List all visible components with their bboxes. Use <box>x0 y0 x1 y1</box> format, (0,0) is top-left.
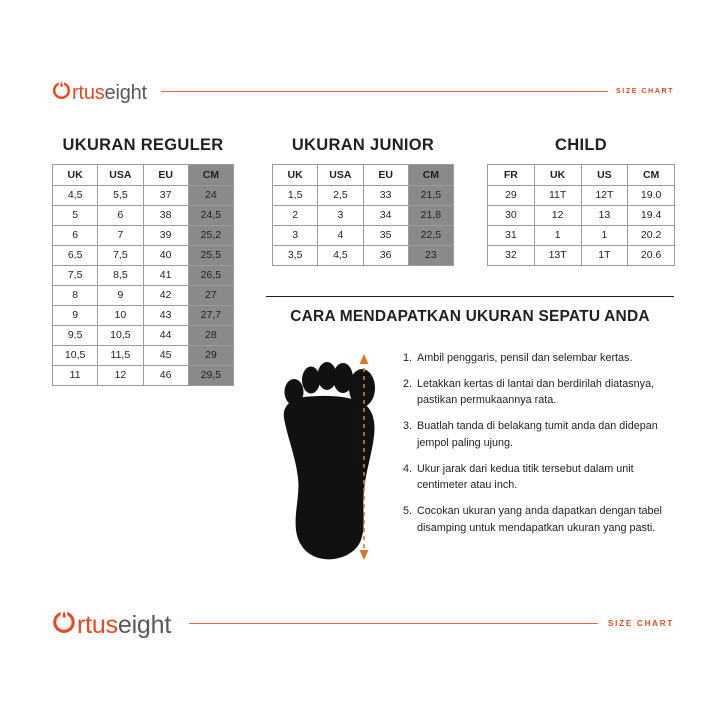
cell: 7,5 <box>53 266 98 286</box>
cell: 23 <box>408 246 453 266</box>
reguler-title: UKURAN REGULER <box>62 136 224 154</box>
cell: 8 <box>53 286 98 306</box>
list-item <box>396 350 674 367</box>
brand-name-primary: rtus <box>77 610 118 639</box>
col-header: UK <box>53 165 98 186</box>
cell: 7,5 <box>98 246 143 266</box>
cell: 44 <box>143 326 188 346</box>
cell: 9 <box>53 306 98 326</box>
table-row <box>273 226 454 246</box>
cell: 3,5 <box>273 246 318 266</box>
howto-section <box>266 296 674 570</box>
cell: 12 <box>534 206 581 226</box>
cell: 21,8 <box>408 206 453 226</box>
logo-flame-icon <box>52 80 71 99</box>
cell: 8,5 <box>98 266 143 286</box>
table-row <box>273 186 454 206</box>
footer-brand-logo <box>52 609 171 638</box>
cell: 1,5 <box>273 186 318 206</box>
cell: 4,5 <box>53 186 98 206</box>
table-row <box>53 206 234 226</box>
brand-name-primary: rtus <box>72 81 105 104</box>
list-item <box>396 376 674 409</box>
howto-steps-list <box>384 340 674 570</box>
table-row <box>53 346 234 366</box>
table-row <box>273 206 454 226</box>
cell: 30 <box>488 206 535 226</box>
step-number: 2. <box>402 377 412 390</box>
col-header: CM <box>408 165 453 186</box>
col-header: CM <box>628 165 675 186</box>
cell: 19.4 <box>628 206 675 226</box>
cell: 5 <box>53 206 98 226</box>
cell: 27,7 <box>188 306 233 326</box>
table-row <box>53 186 234 206</box>
table-row <box>488 246 675 266</box>
cell: 2 <box>273 206 318 226</box>
cell: 24,5 <box>188 206 233 226</box>
cell: 6 <box>53 226 98 246</box>
cell: 20.2 <box>628 226 675 246</box>
cell: 11T <box>534 186 581 206</box>
cell: 29,5 <box>188 366 233 386</box>
header <box>52 78 674 104</box>
table-block-child <box>487 136 675 266</box>
table-row <box>488 186 675 206</box>
junior-title: UKURAN JUNIOR <box>291 136 435 154</box>
list-item <box>396 418 674 451</box>
cell: 10,5 <box>53 346 98 366</box>
col-header: UK <box>273 165 318 186</box>
table-row <box>53 246 234 266</box>
cell: 36 <box>363 246 408 266</box>
col-header: UK <box>534 165 581 186</box>
cell: 28 <box>188 326 233 346</box>
table-row <box>53 326 234 346</box>
step-text: Ukur jarak dari kedua titik tersebut dalam unit centimeter atau inch. <box>417 462 634 492</box>
cell: 45 <box>143 346 188 366</box>
cell: 34 <box>363 206 408 226</box>
cell: 1 <box>581 226 628 246</box>
cell: 4 <box>318 226 363 246</box>
cell: 29 <box>188 346 233 366</box>
cell: 12 <box>98 366 143 386</box>
cell: 21,5 <box>408 186 453 206</box>
cell: 41 <box>143 266 188 286</box>
step-text: Cocokan ukuran yang anda dapatkan dengan tabel disamping untuk mendapatkan ukuran yang pasti. <box>417 505 662 534</box>
header-size-chart-label: SIZE CHART <box>616 87 674 95</box>
header-divider <box>161 91 608 92</box>
child-title: CHILD <box>555 136 607 154</box>
cell: 4,5 <box>318 246 363 266</box>
cell: 3 <box>318 206 363 226</box>
cell: 22,5 <box>408 226 453 246</box>
cell: 27 <box>188 286 233 306</box>
cell: 25,2 <box>188 226 233 246</box>
table-header-row <box>53 165 234 186</box>
table-row <box>53 266 234 286</box>
cell: 37 <box>143 186 188 206</box>
cell: 10 <box>98 306 143 326</box>
logo-flame-icon <box>52 609 76 633</box>
cell: 39 <box>143 226 188 246</box>
cell: 9 <box>98 286 143 306</box>
table-header-row <box>273 165 454 186</box>
list-item <box>396 461 674 494</box>
cell: 46 <box>143 366 188 386</box>
cell: 20.6 <box>628 246 675 266</box>
table-row <box>488 206 675 226</box>
reguler-table <box>52 164 234 386</box>
cell: 33 <box>363 186 408 206</box>
table-row <box>53 286 234 306</box>
brand-logo <box>52 80 147 103</box>
brand-name-secondary: eight <box>117 610 172 639</box>
junior-table <box>272 164 454 266</box>
cell: 24 <box>188 186 233 206</box>
cell: 2,5 <box>318 186 363 206</box>
footer-divider <box>189 623 598 624</box>
cell: 13 <box>581 206 628 226</box>
step-number: 1. <box>402 352 412 364</box>
step-number: 3. <box>402 420 412 433</box>
footer <box>52 608 674 638</box>
cell: 38 <box>143 206 188 226</box>
table-header-row <box>488 165 675 186</box>
table-row <box>273 246 454 266</box>
cell: 35 <box>363 226 408 246</box>
col-header: US <box>581 165 628 186</box>
cell: 25,5 <box>188 246 233 266</box>
cell: 40 <box>143 246 188 266</box>
col-header: USA <box>318 165 363 186</box>
step-text: Ambil penggaris, pensil dan selembar kertas. <box>417 352 633 364</box>
table-block-junior <box>272 136 454 266</box>
col-header: CM <box>188 165 233 186</box>
howto-top-divider <box>266 296 674 297</box>
cell: 29 <box>488 186 535 206</box>
step-number: 4. <box>402 462 412 475</box>
step-text: Letakkan kertas di lantai dan berdirilah diatasnya, pastikan permukaannya rata. <box>417 377 655 407</box>
cell: 9,5 <box>53 326 98 346</box>
cell: 5,5 <box>98 186 143 206</box>
cell: 1T <box>581 246 628 266</box>
footer-size-chart-label: SIZE CHART <box>608 618 674 628</box>
cell: 3 <box>273 226 318 246</box>
brand-name-secondary: eight <box>104 81 147 104</box>
table-block-reguler <box>52 136 234 386</box>
table-row <box>53 226 234 246</box>
cell: 11 <box>53 366 98 386</box>
col-header: EU <box>143 165 188 186</box>
howto-title: CARA MENDAPATKAN UKURAN SEPATU ANDA <box>290 308 650 325</box>
foot-measure-illustration <box>266 340 384 570</box>
step-number: 5. <box>402 505 412 518</box>
cell: 6,5 <box>53 246 98 266</box>
table-row <box>53 366 234 386</box>
child-table <box>487 164 675 266</box>
cell: 19.0 <box>628 186 675 206</box>
table-row <box>53 306 234 326</box>
cell: 13T <box>534 246 581 266</box>
step-text: Buatlah tanda di belakang tumit anda dan didepan jempol paling ujung. <box>417 420 658 449</box>
cell: 12T <box>581 186 628 206</box>
list-item <box>396 503 674 536</box>
col-header: FR <box>488 165 535 186</box>
cell: 7 <box>98 226 143 246</box>
cell: 1 <box>534 226 581 246</box>
cell: 31 <box>488 226 535 246</box>
cell: 6 <box>98 206 143 226</box>
col-header: USA <box>98 165 143 186</box>
cell: 10,5 <box>98 326 143 346</box>
table-row <box>488 226 675 246</box>
cell: 26,5 <box>188 266 233 286</box>
cell: 11,5 <box>98 346 143 366</box>
cell: 32 <box>488 246 535 266</box>
col-header: EU <box>363 165 408 186</box>
cell: 43 <box>143 306 188 326</box>
cell: 42 <box>143 286 188 306</box>
